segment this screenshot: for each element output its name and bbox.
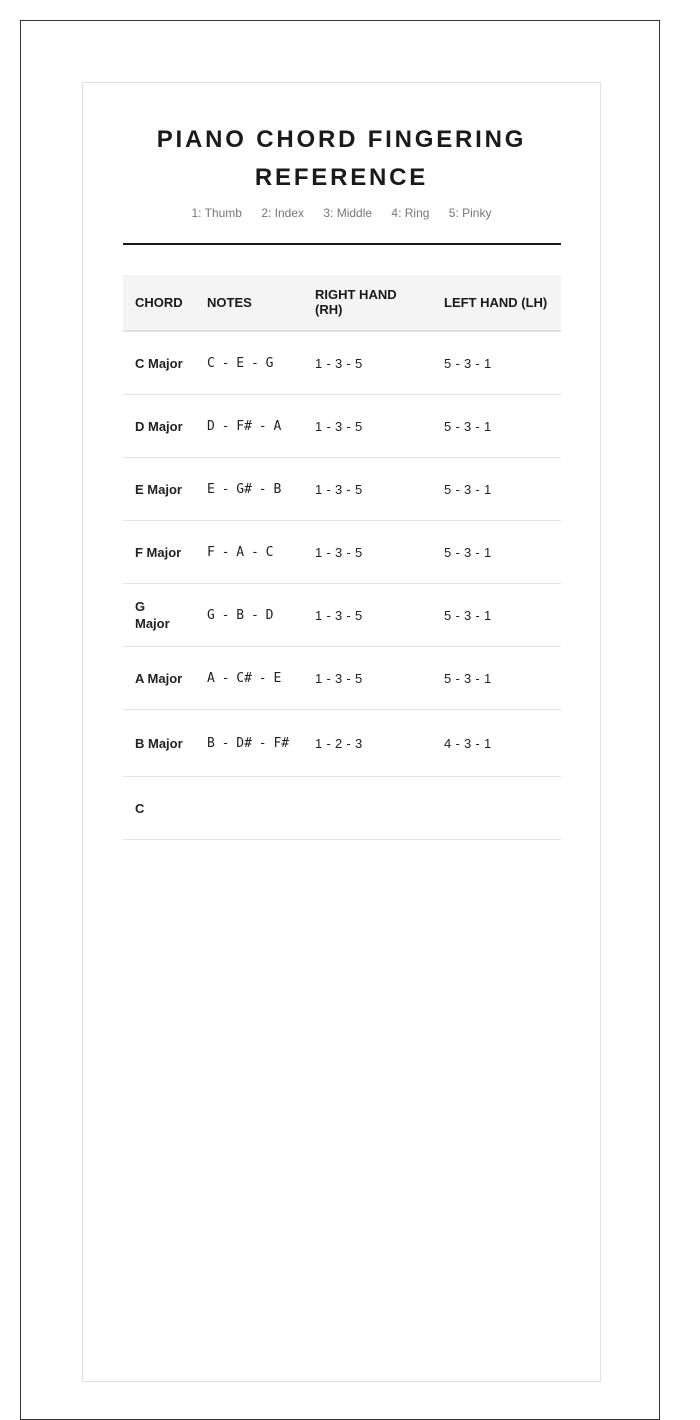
right-hand-fingering: 1 - 3 - 5 [303, 395, 432, 458]
chord-notes: G - B - D [195, 584, 303, 647]
chord-notes: A - C# - E [195, 647, 303, 710]
chord-name: D Major [123, 395, 195, 458]
left-hand-fingering: 5 - 3 - 1 [432, 331, 561, 395]
table-row [123, 331, 561, 395]
page-title: PIANO CHORD FINGERING REFERENCE [156, 126, 527, 191]
reference-card [82, 82, 601, 1382]
column-header-notes: NOTES [195, 275, 303, 331]
chord-notes: C - E - G [195, 331, 303, 395]
table-row [123, 710, 561, 777]
legend-item-middle: 3: Middle [323, 206, 373, 220]
right-hand-fingering: 1 - 3 - 5 [303, 521, 432, 584]
right-hand-fingering [303, 777, 432, 840]
left-hand-fingering [432, 777, 561, 840]
chord-notes [195, 777, 303, 840]
table-row [123, 777, 561, 840]
chord-notes: E - G# - B [195, 458, 303, 521]
right-hand-fingering: 1 - 3 - 5 [303, 584, 432, 647]
left-hand-fingering: 5 - 3 - 1 [432, 458, 561, 521]
page-frame [20, 20, 660, 1420]
chord-name: C Major [123, 331, 195, 395]
table-row [123, 521, 561, 584]
table-row [123, 458, 561, 521]
table-row [123, 395, 561, 458]
chord-name: E Major [123, 458, 195, 521]
right-hand-fingering: 1 - 3 - 5 [303, 647, 432, 710]
chord-notes: B - D# - F# [195, 710, 303, 777]
finger-legend [123, 205, 560, 221]
table-header-row [123, 275, 561, 331]
chord-name: G Major [123, 584, 195, 647]
chord-table [123, 275, 561, 840]
title-divider [123, 243, 561, 245]
table-row [123, 584, 561, 647]
legend-item-thumb: 1: Thumb [191, 206, 242, 220]
chord-name: C [123, 777, 195, 840]
chord-notes: D - F# - A [195, 395, 303, 458]
legend-item-pinky: 5: Pinky [448, 206, 492, 220]
column-header-left-hand: LEFT HAND (LH) [432, 275, 561, 331]
left-hand-fingering: 5 - 3 - 1 [432, 395, 561, 458]
legend-item-index: 2: Index [261, 206, 305, 220]
legend-item-ring: 4: Ring [391, 206, 430, 220]
chord-notes: F - A - C [195, 521, 303, 584]
right-hand-fingering: 1 - 3 - 5 [303, 331, 432, 395]
left-hand-fingering: 5 - 3 - 1 [432, 521, 561, 584]
chord-name: A Major [123, 647, 195, 710]
left-hand-fingering: 5 - 3 - 1 [432, 584, 561, 647]
table-row [123, 647, 561, 710]
column-header-chord: CHORD [123, 275, 195, 331]
chord-name: B Major [123, 710, 195, 777]
right-hand-fingering: 1 - 3 - 5 [303, 458, 432, 521]
left-hand-fingering: 5 - 3 - 1 [432, 647, 561, 710]
chord-name: F Major [123, 521, 195, 584]
left-hand-fingering: 4 - 3 - 1 [432, 710, 561, 777]
right-hand-fingering: 1 - 2 - 3 [303, 710, 432, 777]
column-header-right-hand: RIGHT HAND (RH) [303, 275, 432, 331]
